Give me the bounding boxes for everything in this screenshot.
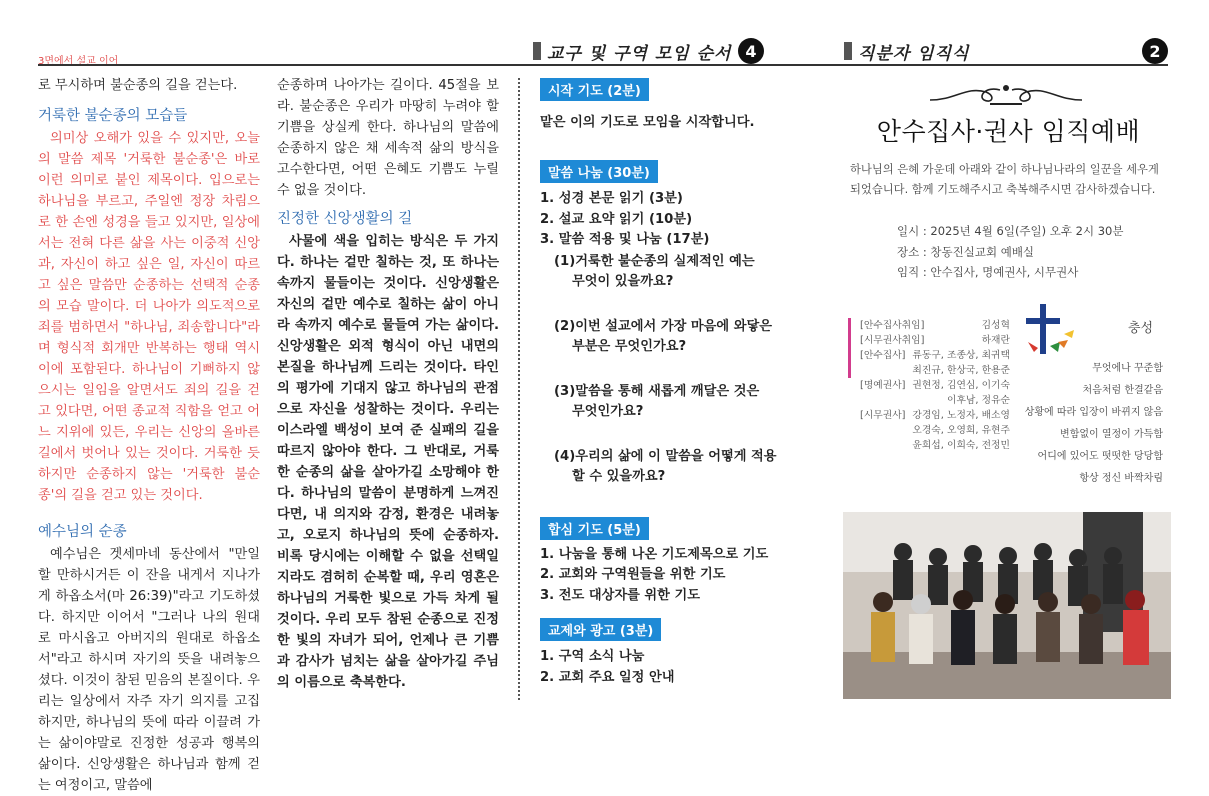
list-item: 2. 설교 요약 읽기 (10분) — [540, 211, 693, 227]
roster-role: [안수집사취임] — [860, 320, 925, 331]
sermon-column-2 — [277, 75, 499, 693]
vow-item: 항상 정신 바짝차림 — [1079, 473, 1163, 484]
date-line: 일시 : 2025년 4월 6일(주일) 오후 2시 30분 — [897, 224, 1124, 238]
question-2 — [540, 317, 790, 357]
group-photo-illustration — [843, 512, 1171, 699]
page-number-2: 2 — [1142, 38, 1168, 64]
list-item: 2. 교회 주요 일정 안내 — [540, 669, 675, 685]
roster-row — [860, 423, 1010, 438]
church-logo-icon — [1020, 302, 1088, 362]
question-line: 부분은 무엇인가요? — [572, 338, 687, 354]
meeting-order-header — [533, 38, 731, 64]
unison-prayer-tag: 합심 기도 (5분) — [540, 517, 649, 540]
heading-holy-disobedience: 거룩한 불순종의 모습들 — [38, 108, 188, 124]
roster-names: 류동구, 조종상, 최귀택 — [912, 350, 1010, 361]
question-line: (3)말씀을 통해 새롭게 깨달은 것은 — [554, 383, 760, 399]
sermon-intro-text: 로 무시하며 불순종의 길을 걷는다. — [38, 78, 238, 93]
header-rule — [38, 64, 1168, 66]
list-item: 1. 구역 소식 나눔 — [540, 649, 645, 664]
roster-role — [860, 363, 910, 378]
roster-role: [시무권사취임] — [860, 335, 925, 346]
roster-row — [860, 363, 1010, 378]
list-item: 3. 말씀 적용 및 나눔 (17분) — [540, 232, 710, 247]
roster-role: [시무권사] — [860, 410, 906, 421]
roster-role: [안수집사] — [860, 350, 906, 361]
roster-names: 이후남, 정유순 — [946, 395, 1010, 406]
list-item: 1. 성경 본문 읽기 (3분) — [540, 191, 683, 206]
ordination-intro: 하나님의 은혜 가운데 아래와 같이 하나님나라의 일꾼을 세우게 되었습니다. 함께 기도해주시고 축복해주시면 감사하겠습니다. — [850, 163, 1159, 196]
ordination-title: 안수집사·권사 임직예배 — [876, 117, 1141, 146]
vow-item: 처음처럼 한결같음 — [1082, 385, 1163, 396]
roster-names: 강경임, 노정자, 배소영 — [912, 410, 1010, 421]
roster-role — [860, 438, 910, 453]
roster-accent-bar — [848, 318, 851, 378]
roster-names: 권현정, 김연심, 이기숙 — [912, 380, 1010, 391]
meeting-order-title: 교구 및 구역 모임 순서 — [547, 43, 732, 64]
vow-item: 무엇에나 꾸준함 — [1092, 363, 1163, 374]
heading-true-faith: 진정한 신앙생활의 길 — [277, 211, 413, 227]
notice-list — [540, 647, 790, 688]
vow-item: 상황에 따라 입장이 바뀌지 않음 — [1024, 407, 1163, 418]
prayer-list — [540, 545, 790, 607]
question-3 — [540, 382, 790, 422]
ordination-header — [844, 38, 969, 64]
roster-row — [860, 393, 1010, 408]
roster-role: [명예권사] — [860, 380, 906, 391]
question-line: 무엇이 있을까요? — [572, 273, 674, 289]
sermon-continued-text: 순종하며 나아가는 길이다. 45절을 보라. 불순종은 우리가 마땅히 누려야 할 기쁨을 상실케 한다. 하나님의 말씀에 순종하지 않은 채 세속적 삶의 방식을 고수한다면, 어떤 은혜도 기쁨도 누릴 수 없을 것이다. — [277, 78, 499, 198]
question-1 — [540, 252, 790, 292]
roster-row — [860, 408, 1010, 423]
question-line: (4)우리의 삶에 이 말씀을 어떻게 적용 — [554, 448, 777, 464]
paragraph-true-faith: 사물에 색을 입히는 방식은 두 가지다. 하나는 겉만 칠하는 것, 또 하나는 속까지 물들이는 것이다. 신앙생활은 자신의 겉만 예수로 칠하는 삶이 아니라 속까지 예수로 물들여 가는 삶이다. 신앙생활은 외적 형식이 아닌 내면의 본질을 하나님께 드리는 것이다. 타인의 평가에 기대지 않고 하나님의 관점으로 자신을 성찰하는 것이다. 우리는 이스라엘 백성이 보여 준 실패의 길을 따르지 않아야 한다. 그 반대로, 거룩한 순종의 삶을 살아가길 소망해야 한다. 하나님의 말씀이 분명하게 느껴진다면, 내 의지와 감정, 환경은 내려놓고, 오로지 하나님의 뜻에 순종하자. 비록 당시에는 이해할 수 없을 선택일지라도 겸허히 순복할 때, 우리 영혼은 하나님의 거룩한 빛으로 가득 차게 될 것이다. 우리 모두 참된 순종으로 진정한 빛의 자녀가 되어, 언제나 큰 기쁨과 감사가 넘치는 삶을 살아가길 주님의 이름으로 축복한다. — [277, 234, 499, 690]
fellowship-tag: 교제와 광고 (3분) — [540, 618, 661, 641]
roster-row — [860, 378, 1010, 393]
roles-line: 임직 : 안수집사, 명예권사, 시무권사 — [897, 265, 1079, 279]
opening-prayer-tag: 시작 기도 (2분) — [540, 78, 649, 101]
place-line: 장소 : 창동진실교회 예배실 — [897, 244, 1035, 259]
question-line: 무엇인가요? — [572, 403, 644, 419]
vow-title: 충성 — [1128, 321, 1154, 336]
paragraph-holy-disobedience: 의미상 오해가 있을 수 있지만, 오늘의 말씀 제목 '거룩한 불순종'은 바로 이런 의미로 붙인 제목이다. 입으로는 하나님을 부르고, 주일엔 정장 차림으로 한 손엔 성경을 들고 있지만, 일상에서는 전혀 다른 삶을 사는 이중적 신앙과, 자신이 하고 싶은 일, 자신이 따르고 싶은 말씀만 순종하는 선택적 순종의 모습 말이다. 더 나아가 의도적으로 죄를 범하면서 "하나님, 죄송합니다"라며 형식적 회개만 반복하는 행태 역시 이에 포함된다. 하나님이 기뻐하지 않으시는 일임을 알면서도 죄의 길을 걷고 있다면, 어떤 종교적 직함을 얻고 어느 지위에 있든, 우리는 신앙의 올바른 길에서 벗어나 있는 것이다. 거룩한 듯하지만 순종하지 않는 '거룩한 불순종'의 길을 걷고 있는 것이다. — [38, 131, 260, 503]
sermon-column-1 — [38, 75, 260, 796]
continued-from-label: 3면에서 설교 이어 — [38, 56, 119, 67]
roster-names: 오경숙, 오영희, 유현주 — [912, 425, 1010, 436]
question-line: 할 수 있을까요? — [572, 468, 666, 484]
roster-role — [860, 423, 910, 438]
vow-item: 어디에 있어도 떳떳한 당당함 — [1037, 451, 1163, 462]
group-photo — [843, 512, 1171, 699]
roster-names: 최진규, 한상국, 한용준 — [912, 365, 1010, 376]
roster-row — [860, 348, 1010, 363]
ordination-details — [897, 221, 1123, 283]
question-line: (2)이번 설교에서 가장 마음에 와닿은 — [554, 318, 772, 334]
header-bar-mark — [533, 42, 541, 60]
roster-row — [860, 333, 1010, 348]
list-item: 2. 교회와 구역원들을 위한 기도 — [540, 567, 726, 582]
roster-names: 김성혁 — [981, 320, 1010, 331]
list-item: 1. 나눔을 통해 나온 기도제목으로 기도 — [540, 546, 769, 562]
heading-jesus-obedience: 예수님의 순종 — [38, 524, 127, 540]
paragraph-jesus-obedience: 예수님은 겟세마네 동산에서 "만일 할 만하시거든 이 잔을 내게서 지나가게 하옵소서(마 26:39)"라고 기도하셨다. 하지만 이어서 "그러나 나의 원대로 마시옵고 아버지의 원대로 하옵소서"라고 하시며 자기의 뜻을 내려놓으셨다. 이것이 참된 믿음의 본질이다. 우리는 일상에서 자주 자기 의지를 고집하지만, 하나님의 뜻에 따라 이끌려 가는 삶이야말로 진정한 성공과 행복의 삶이다. 신앙생활은 하나님과 함께 걷는 여정이고, 말씀에 — [38, 547, 260, 793]
vow-list — [1025, 358, 1163, 490]
roster-role — [860, 393, 910, 408]
question-line: (1)거룩한 불순종의 실제적인 예는 — [554, 253, 755, 269]
roster-row — [860, 438, 1010, 453]
column-divider — [518, 78, 520, 700]
list-item: 3. 전도 대상자를 위한 기도 — [540, 587, 700, 603]
header-bar-mark — [844, 42, 852, 60]
roster-names: 윤희섭, 이희숙, 전정민 — [912, 440, 1010, 451]
vow-item: 변함없이 열정이 가득함 — [1060, 429, 1163, 440]
opening-prayer-text: 맡은 이의 기도로 모임을 시작합니다. — [540, 115, 755, 130]
word-sharing-tag: 말씀 나눔 (30분) — [540, 160, 658, 183]
word-sharing-list — [540, 189, 790, 251]
ordination-section-title: 직분자 임직식 — [858, 43, 970, 64]
ornament-flourish-icon — [926, 80, 1086, 108]
meeting-order — [540, 78, 790, 688]
roster-row — [860, 318, 1010, 333]
page-number-4: 4 — [738, 38, 764, 64]
question-4 — [540, 447, 790, 487]
ordinee-roster — [860, 318, 1010, 453]
roster-names: 하재란 — [981, 335, 1010, 346]
